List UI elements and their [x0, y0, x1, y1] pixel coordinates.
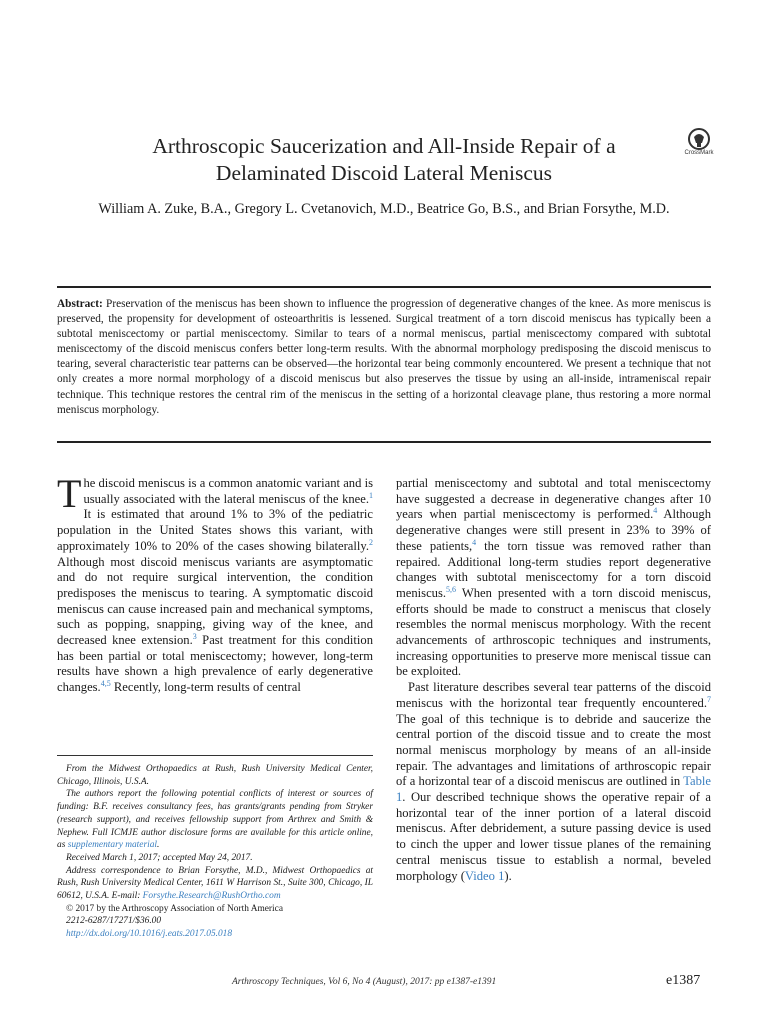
citation-ref[interactable]: 3 [192, 631, 197, 641]
citation-ref[interactable]: 1 [369, 490, 373, 500]
body-text: ). [504, 868, 512, 883]
received-note: Received March 1, 2017; accepted May 24, 2017. [66, 852, 253, 863]
abstract-heading: Abstract: [57, 298, 103, 310]
body-text: Past literature describes several tear patterns of the discoid meniscus with the horizontal tear frequently encountered. [396, 680, 711, 710]
intro-paragraph-continued [396, 476, 711, 680]
note-text: The authors report the following potential conflicts of interest or sources of funding: B.F. receives consultancy fees, has grants/grants pending from Stryker (research support), and receives fellowship support from Arthrex and Smith & Nephew. Full ICMJE author disclosure forms are available for this article online, as [57, 789, 373, 851]
note-text: Address correspondence to Brian Forsythe, M.D., Midwest Orthopaedics at Rush, Rush University Medical Center, 1611 W Harrison St., Suite 300, Chicago, IL 60612, U.S.A. E-mail: [57, 865, 373, 902]
citation-ref[interactable]: 5,6 [446, 584, 457, 594]
citation-ref[interactable]: 4 [472, 537, 477, 547]
crossmark-icon [688, 128, 710, 150]
note-text: . [157, 840, 160, 851]
body-text: Although most discoid meniscus variants are asymptomatic and do not require surgical intervention, the condition predisposes the meniscus to tearing. A symptomatic discoid meniscus can cause increased pain and mechanical symptoms, such as popping, snapping, giving way of the knee, and decreased knee extension. [57, 554, 373, 648]
footnote-rule [57, 755, 373, 756]
citation-ref[interactable]: 2 [369, 537, 373, 547]
dropcap: T [57, 471, 82, 516]
body-column-right [396, 476, 711, 884]
article-title: Arthroscopic Saucerization and All-Inside Repair of a Delaminated Discoid Lateral Meniscus [152, 134, 616, 185]
technique-paragraph [396, 680, 711, 884]
copyright-note: © 2017 by the Arthroscopy Association of North America [66, 903, 283, 914]
body-text: the torn tissue was removed rather than repaired. Additional long-term studies report degenerative changes with subtotal meniscectomy for a torn discoid meniscus. [396, 538, 711, 600]
page-number: e1387 [666, 973, 701, 988]
conflict-note [57, 788, 373, 852]
body-text: When presented with a torn discoid meniscus, efforts should be made to construct a meniscus that closely resembles the normal meniscus morphology. With the recent advancements of arthroscopic techniques and instruments, increasing opportunities to preserve more meniscal tissue can be exploited. [396, 585, 711, 679]
table-link[interactable]: Table 1 [396, 774, 711, 805]
body-text: . Our described technique shows the operative repair of a horizontal tear of the inner portion of a lateral discoid meniscus. After debridement, a suture passing device is used to cinch the upper and lower tissue planes of the remaining central meniscus tissue to establish a normal, beveled morphology ( [396, 790, 711, 883]
affiliation-note: From the Midwest Orthopaedics at Rush, Rush University Medical Center, Chicago, Illinois, U.S.A. [57, 764, 373, 787]
journal-footer: Arthroscopy Techniques, Vol 6, No 4 (August), 2017: pp e1387-e1391 [232, 977, 497, 987]
citation-ref[interactable]: 7 [707, 694, 711, 704]
email-link[interactable]: Forsythe.Research@RushOrtho.com [142, 891, 281, 902]
abstract-top-rule [57, 286, 711, 288]
abstract [57, 297, 711, 418]
author-list: William A. Zuke, B.A., Gregory L. Cvetanovich, M.D., Beatrice Go, B.S., and Brian Forsythe, M.D. [98, 201, 670, 217]
doi-link[interactable]: http://dx.doi.org/10.1016/j.eats.2017.05.018 [66, 929, 233, 940]
crossmark-badge[interactable] [684, 128, 714, 156]
citation-ref[interactable]: 4,5 [100, 678, 111, 688]
intro-paragraph [57, 471, 373, 696]
body-text: Although degenerative changes were still present in 23% to 39% of these patients, [396, 507, 711, 553]
body-text: Past treatment for this condition has been partial or total meniscectomy; however, long-term results have shown a high prevalence of early degenerative changes. [57, 633, 373, 695]
citation-ref[interactable]: 4 [653, 506, 658, 516]
body-column-left [57, 471, 373, 696]
body-text: It is estimated that around 1% to 3% of the pediatric population in the United States shows this variant, with approximately 10% to 20% of the cases showing bilaterally. [57, 507, 373, 553]
body-text: The goal of this technique is to debride and saucerize the central portion of the discoid tissue and to create the most normal meniscus morphology by means of an all-inside repair. The advantages and limitations of arthroscopic repair of a horizontal tear of a discoid meniscus are outlined in [396, 711, 711, 789]
supplementary-link[interactable]: supplementary material [67, 840, 157, 851]
footnotes [57, 763, 373, 941]
abstract-bottom-rule [57, 441, 711, 443]
address-note [57, 865, 373, 903]
crossmark-label: CrossMark [684, 150, 714, 156]
body-text: he discoid meniscus is a common anatomic variant and is usually associated with the lateral meniscus of the knee. [83, 476, 373, 506]
body-text: partial meniscectomy and subtotal and total meniscectomy have suggested a decrease in degenerative changes after 10 years when partial meniscectomy is performed. [396, 476, 711, 522]
issn-note: 2212-6287/17271/$36.00 [66, 916, 162, 927]
body-text: Recently, long-term results of central [110, 680, 301, 695]
abstract-text: Preservation of the meniscus has been shown to influence the progression of degenerative changes of the knee. As more meniscus is preserved, the propensity for development of osteoarthritis is lessened. Surgical treatment of a torn discoid meniscus has typically been a subtotal meniscectomy or partial meniscectomy. Similar to tears of a normal meniscus, partial meniscectomy compared with subtotal meniscectomy of the discoid meniscus confers better long-term results. With the abnormal morphology predisposing the discoid meniscus to tearing, several characteristic tear patterns can be observed—the horizontal tear being commonly encountered. We present a technique that not only creates a more normal morphology of a discoid meniscus but also preserves the tissue by using an all-inside, intrameniscal repair technique. This technique restores the central rim of the meniscus in the setting of a horizontal cleavage plane, thus restoring a more normal meniscus morphology. [57, 298, 712, 416]
video-link[interactable]: Video 1 [464, 868, 505, 883]
